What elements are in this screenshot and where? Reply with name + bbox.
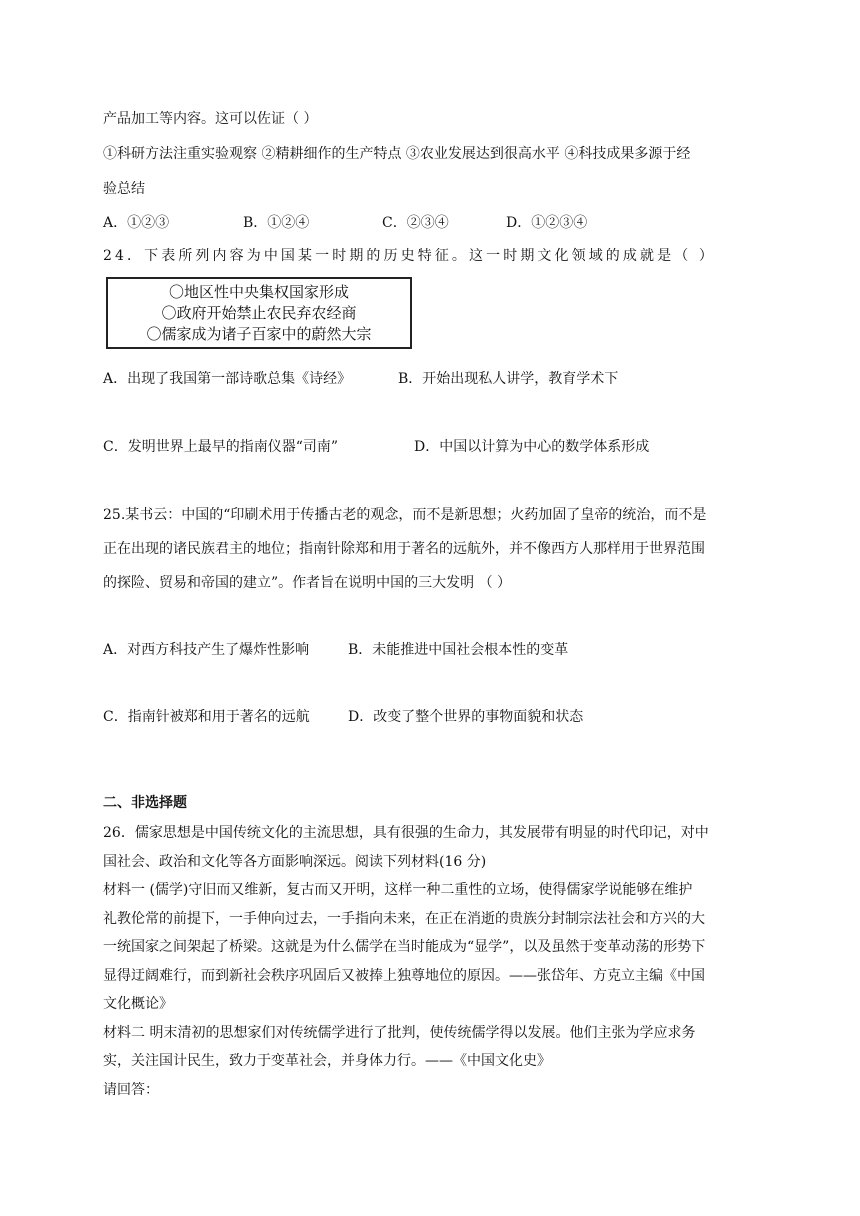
q26-prompt: 请回答： bbox=[103, 1082, 159, 1098]
q24-table-row: 〇地区性中央集权国家形成 bbox=[168, 283, 349, 301]
q24-table-row: 〇政府开始禁止农民弃农经商 bbox=[161, 304, 357, 322]
q26-material2-line2: 实，关注国计民生，致力于变革社会，并身体力行。——《中国文化史》 bbox=[103, 1053, 551, 1069]
q25-option-d: D．改变了整个世界的事物面貌和状态 bbox=[348, 709, 584, 725]
q23-statements-line1: ①科研方法注重实验观察 ②精耕细作的生产特点 ③农业发展达到很高水平 ④科技成果多源于经 bbox=[103, 146, 691, 162]
section-heading: 二、非选择题 bbox=[103, 795, 187, 811]
q25-option-a: A．对西方科技产生了爆炸性影响 bbox=[103, 642, 310, 658]
q26-material1-line2: 礼教伦常的前提下，一手伸向过去，一手指向未来，在正在消逝的贵族分封制宗法社会和方兴的大 bbox=[103, 911, 705, 927]
q24-option-b: B．开始出现私人讲学，教育学术下 bbox=[398, 371, 619, 387]
q24-option-c: C．发明世界上最早的指南仪器“司南” bbox=[103, 439, 339, 455]
q26-stem-line2: 国社会、政治和文化等各方面影响深远。阅读下列材料(16 分) bbox=[103, 854, 487, 870]
q26-stem-line1: 26．儒家思想是中国传统文化的主流思想，具有很强的生命力，其发展带有明显的时代印记，对中 bbox=[103, 825, 709, 841]
q23-stem-tail: 产品加工等内容。这可以佐证（ ） bbox=[103, 111, 318, 127]
q24-option-a: A．出现了我国第一部诗歌总集《诗经》 bbox=[103, 371, 352, 387]
q26-material1-line1: 材料一 (儒学)守旧而又维新，复古而又开明，这样一种二重性的立场，使得儒家学说能够在维护 bbox=[103, 882, 693, 898]
q24-table-row: 〇儒家成为诸子百家中的蔚然大宗 bbox=[146, 325, 372, 343]
q26-material2-line1: 材料二 明末清初的思想家们对传统儒学进行了批判，使传统儒学得以发展。他们主张为学应求务 bbox=[103, 1025, 696, 1041]
q24-stem: 24．下表所列内容为中国某一时期的历史特征。这一时期文化领域的成就是（ ） bbox=[103, 248, 716, 264]
q23-option-a: A．①②③ bbox=[103, 215, 170, 231]
q25-option-b: B．未能推进中国社会根本性的变革 bbox=[348, 642, 569, 658]
q23-option-d: D．①②③④ bbox=[506, 215, 588, 231]
q25-option-c: C．指南针被郑和用于著名的远航 bbox=[103, 709, 310, 725]
q23-statements-line2: 验总结 bbox=[103, 181, 145, 197]
q26-material1-line3: 一统国家之间架起了桥梁。这就是为什么儒学在当时能成为“显学”，以及虽然于变革动荡的形势下 bbox=[103, 939, 706, 955]
q25-stem-line3: 的探险、贸易和帝国的建立”。作者旨在说明中国的三大发明 （ ） bbox=[103, 575, 512, 591]
q26-material1-line5: 文化概论》 bbox=[103, 996, 173, 1012]
q26-material1-line4: 显得迂阔难行，而到新社会秩序巩固后又被捧上独尊地位的原因。——张岱年、方克立主编《中国 bbox=[103, 968, 705, 984]
q25-stem-line1: 25.某书云：中国的“印刷术用于传播古老的观念，而不是新思想；火药加固了皇帝的统治，而不是 bbox=[103, 507, 707, 523]
q23-option-c: C．②③④ bbox=[382, 215, 449, 231]
q23-option-b: B．①②④ bbox=[243, 215, 310, 231]
q25-stem-line2: 正在出现的诸民族君主的地位；指南针除郑和用于著名的远航外，并不像西方人那样用于世界范围 bbox=[103, 541, 705, 557]
q24-option-d: D．中国以计算为中心的数学体系形成 bbox=[414, 439, 650, 455]
q24-feature-table bbox=[106, 277, 412, 349]
